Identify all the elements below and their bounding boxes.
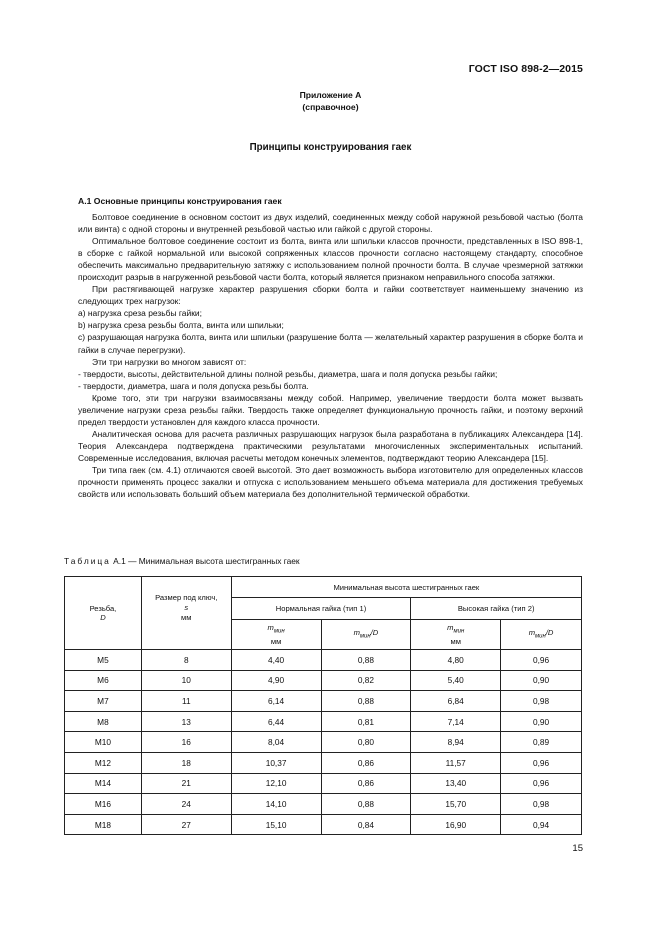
- paragraph: При растягивающей нагрузке характер разрушения сборки болта и гайки соответствует наименьшему значению из следующих трех нагрузок:: [78, 284, 583, 307]
- paragraph: Три типа гаек (см. 4.1) отличаются своей высотой. Это дает возможность выбора изготовителю для определенных классов прочности применять процесс закалки и отпуска с использованием меньшего объема материала для достижения требуемых свойств или использовать больший объем материала без дополнительной термической обработки.: [78, 464, 583, 500]
- table-row: M14 21 12,10 0,86 13,40 0,96: [65, 773, 582, 794]
- nut-height-table: [64, 576, 582, 835]
- table-row: M6 10 4,90 0,82 5,40 0,90: [65, 670, 582, 691]
- appendix-subtitle: (справочное): [302, 102, 359, 112]
- section-heading: А.1 Основные принципы конструирования гаек: [78, 196, 282, 206]
- list-item: b) нагрузка среза резьбы болта, винта или шпильки;: [78, 320, 284, 331]
- table-caption-text: А.1 — Минимальная высота шестигранных гаек: [113, 556, 300, 566]
- paragraph: Эти три нагрузки во многом зависят от:: [92, 356, 247, 367]
- list-item: - твердости, высоты, действительной длины полной резьбы, диаметра, шага и поля допуска резьбы гайки;: [78, 368, 498, 379]
- header-ratio-normal: $m_{мин}/D$: [321, 620, 411, 650]
- list-item: с) разрушающая нагрузка болта, винта или шпильки (разрушение болта — желательный характер разрушения в сборке болта и гайки в случае перегрузки).: [78, 332, 583, 355]
- table-row: M7 11 6,14 0,88 6,84 0,98: [65, 691, 582, 712]
- table-caption: [64, 556, 300, 566]
- paragraph: Болтовое соединение в основном состоит из двух изделий, соединенных между собой наружной резьбовой частью (болта или винта) с одной стороны и внутренней резьбовой частью или гайкой с другой стороны.: [78, 212, 583, 235]
- page-number: 15: [572, 843, 583, 854]
- header-mmin-high: $m_{мин}$ мм: [411, 620, 501, 650]
- table-caption-label: Таблица: [64, 556, 111, 566]
- body-text: [78, 211, 583, 500]
- table-row: M18 27 15,10 0,84 16,90 0,94: [65, 814, 582, 835]
- list-item: - твердости, диаметра, шага и поля допуска резьбы болта.: [78, 380, 309, 391]
- table-row: M8 13 6,44 0,81 7,14 0,90: [65, 711, 582, 732]
- paragraph: Оптимальное болтовое соединение состоит из болта, винта или шпильки классов прочности, представленных в ISO 898-1, в сборке с гайкой нормальной или высокой сопряженных классов прочности согласно настоящему стандарту, способное обеспечить максимально предварительную затяжку с использованием полной прочности болта. В случае чрезмерной затяжки происходит разрыв в нагруженной резьбовой части болта, который является признаком неправильного способа затяжки.: [78, 236, 583, 283]
- table-row: M16 24 14,10 0,88 15,70 0,98: [65, 794, 582, 815]
- header-mmin-normal: $m_{мин}$ мм: [231, 620, 321, 650]
- table-row: M10 16 8,04 0,80 8,94 0,89: [65, 732, 582, 753]
- header-normal-nut: Нормальная гайка (тип 1): [231, 598, 411, 620]
- table-row: M12 18 10,37 0,86 11,57 0,96: [65, 752, 582, 773]
- header-key-size: Размер под ключ, s мм: [141, 577, 231, 650]
- list-item: а) нагрузка среза резьбы гайки;: [78, 308, 202, 319]
- paragraph: Аналитическая основа для расчета различных разрушающих нагрузок была разработана в публикациях Александера [14]. Теория Александера подтверждена практическими результатами многочисленных экспериментальных испытаний. Современные исследования, включая расчеты методом конечных элементов, подтверждают теорию Александера [15].: [78, 428, 583, 463]
- header-thread: Резьба, D: [65, 577, 142, 650]
- appendix-title: Приложение А: [299, 90, 362, 100]
- paragraph: Кроме того, эти три нагрузки взаимосвязаны между собой. Например, увеличение твердости болта может вызвать увеличение нагрузки среза резьбы гайки. Твердость также определяет функциональную прочность гайки, и поэтому верхний предел твердости установлен для каждого класса прочности.: [78, 392, 583, 427]
- header-min-height: Минимальная высота шестигранных гаек: [231, 577, 581, 598]
- header-ratio-high: $m_{мин}/D$: [501, 620, 582, 650]
- table-row: M5 8 4,40 0,88 4,80 0,96: [65, 650, 582, 671]
- document-id: ГОСТ ISO 898-2—2015: [468, 63, 583, 75]
- header-high-nut: Высокая гайка (тип 2): [411, 598, 582, 620]
- page-title: Принципы конструирования гаек: [249, 142, 412, 153]
